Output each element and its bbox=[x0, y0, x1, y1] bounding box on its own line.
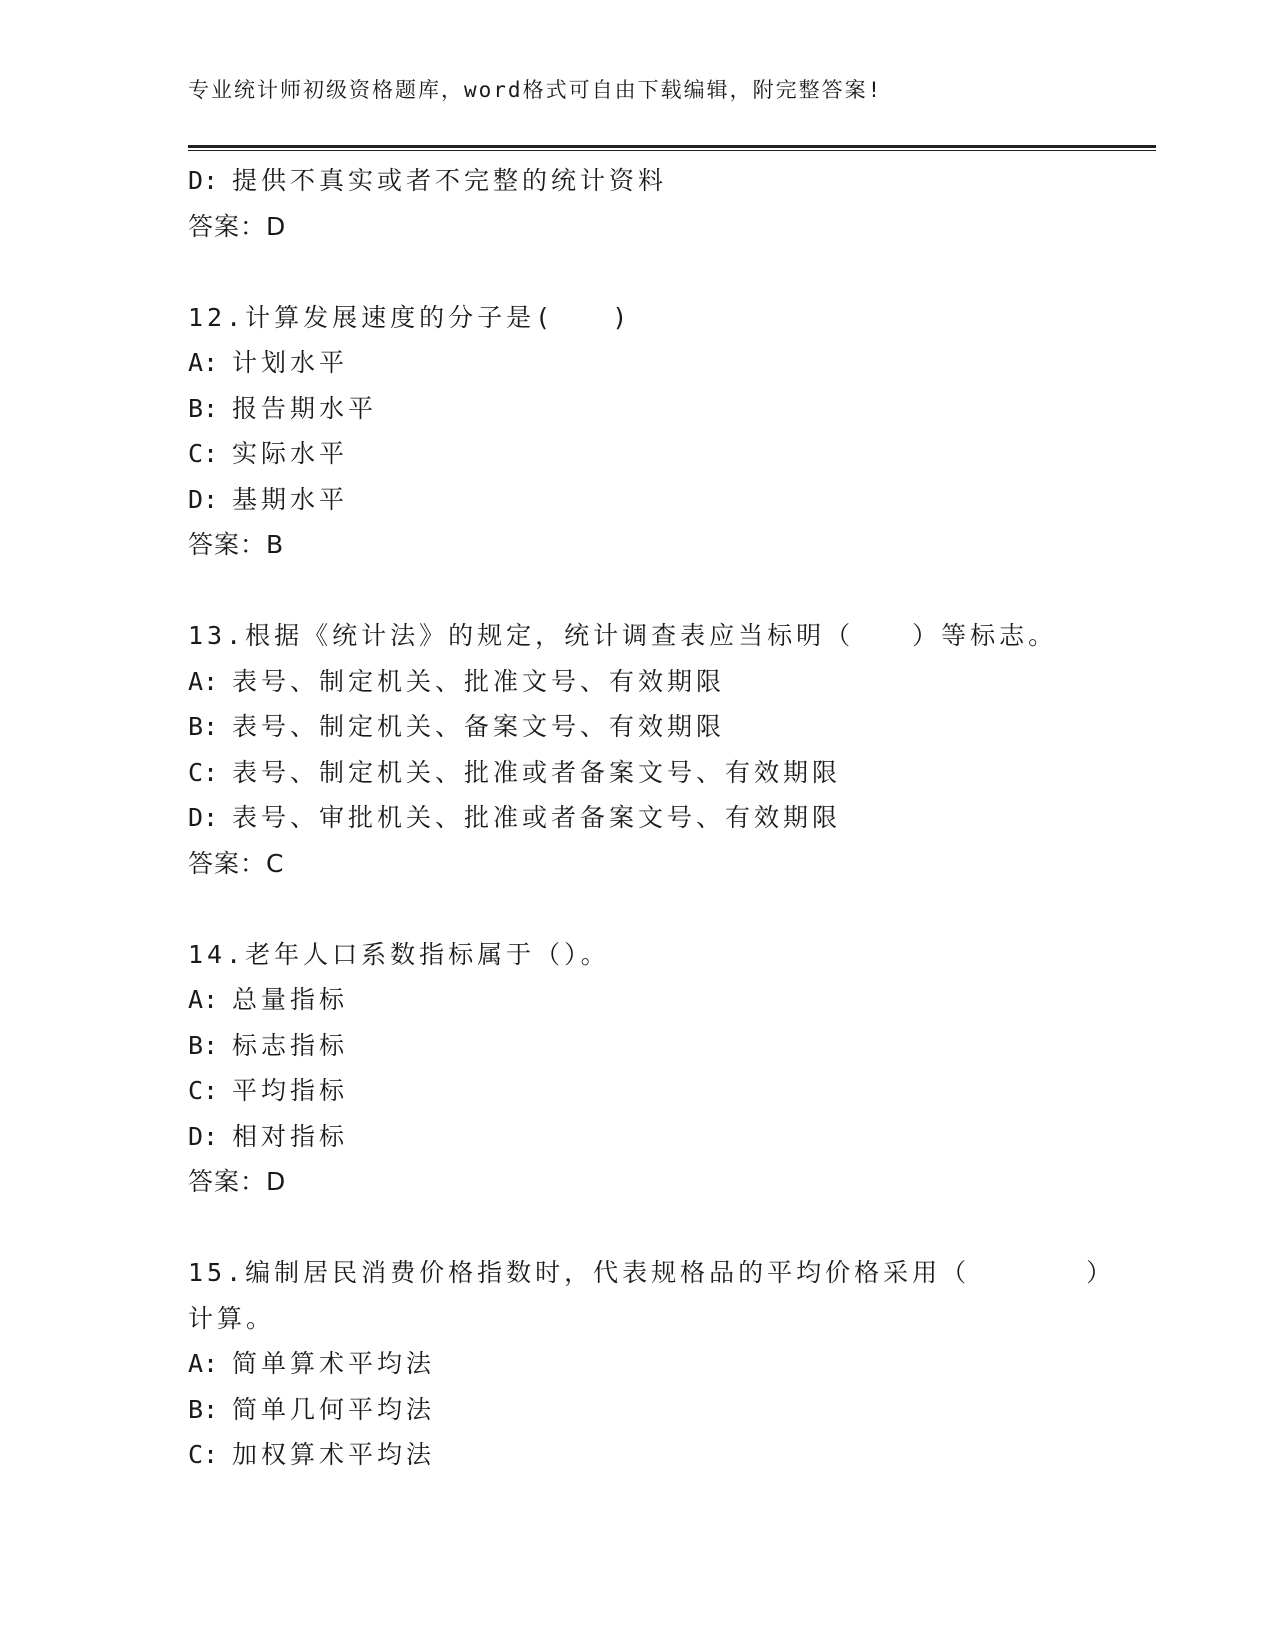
answer-line bbox=[188, 841, 1156, 887]
answer-value: C bbox=[266, 848, 285, 878]
option-text: 标志指标 bbox=[232, 1030, 349, 1060]
option-text: 实际水平 bbox=[232, 439, 349, 468]
option-b bbox=[188, 386, 1156, 432]
header-note: 专业统计师初级资格题库，word格式可自由下载编辑，附完整答案! bbox=[188, 78, 883, 102]
question-stem: 14.老年人口系数指标属于（）。 bbox=[188, 939, 610, 969]
option-key: D: bbox=[188, 484, 219, 514]
option-key: C: bbox=[188, 1440, 219, 1469]
answer-label: 答案： bbox=[188, 848, 267, 878]
answer-label: 答案： bbox=[188, 530, 267, 559]
option-b bbox=[188, 1023, 1156, 1069]
question-content bbox=[188, 158, 1156, 1478]
option-key: B: bbox=[188, 712, 219, 741]
option-text: 报告期水平 bbox=[232, 393, 378, 423]
question-stem-continued: 计算。 bbox=[188, 1303, 276, 1333]
option-text: 计划水平 bbox=[232, 348, 349, 377]
option-text: 提供不真实或者不完整的统计资料 bbox=[232, 166, 668, 195]
option-key: A: bbox=[188, 348, 219, 377]
answer-value: D bbox=[266, 1167, 287, 1196]
option-text: 加权算术平均法 bbox=[232, 1440, 436, 1469]
question-stem: 13.根据《统计法》的规定，统计调查表应当标明（ ）等标志。 bbox=[188, 621, 1058, 650]
answer-line bbox=[188, 1159, 1156, 1205]
option-key: B: bbox=[188, 393, 219, 423]
option-text: 简单几何平均法 bbox=[232, 1394, 436, 1424]
option-text: 简单算术平均法 bbox=[232, 1349, 436, 1378]
option-text: 平均指标 bbox=[232, 1076, 349, 1105]
option-key: D: bbox=[188, 166, 219, 195]
option-text: 表号、制定机关、批准文号、有效期限 bbox=[232, 666, 726, 696]
option-d bbox=[188, 477, 1156, 523]
option-text: 基期水平 bbox=[232, 484, 349, 514]
option-key: A: bbox=[188, 985, 219, 1014]
option-key: B: bbox=[188, 1394, 219, 1424]
question-stem: 15.编制居民消费价格指数时，代表规格品的平均价格采用（ ） bbox=[188, 1258, 1116, 1287]
option-a bbox=[188, 1341, 1156, 1387]
option-text: 表号、制定机关、备案文号、有效期限 bbox=[232, 712, 726, 741]
option-d bbox=[188, 158, 1156, 204]
option-a bbox=[188, 977, 1156, 1023]
option-text: 表号、审批机关、批准或者备案文号、有效期限 bbox=[232, 803, 842, 832]
option-c bbox=[188, 1432, 1156, 1478]
answer-label: 答案： bbox=[188, 1167, 267, 1196]
option-key: A: bbox=[188, 666, 219, 696]
option-key: C: bbox=[188, 439, 219, 468]
answer-line bbox=[188, 522, 1156, 568]
option-d bbox=[188, 1114, 1156, 1160]
option-text: 总量指标 bbox=[232, 985, 349, 1014]
answer-value: D bbox=[266, 211, 287, 241]
answer-value: B bbox=[266, 530, 285, 559]
option-text: 表号、制定机关、批准或者备案文号、有效期限 bbox=[232, 757, 842, 787]
option-a bbox=[188, 659, 1156, 705]
option-text: 相对指标 bbox=[232, 1121, 349, 1151]
option-c bbox=[188, 750, 1156, 796]
option-key: C: bbox=[188, 1076, 219, 1105]
header-divider bbox=[188, 145, 1156, 151]
option-key: A: bbox=[188, 1349, 219, 1378]
option-c bbox=[188, 431, 1156, 477]
option-b bbox=[188, 1387, 1156, 1433]
option-key: D: bbox=[188, 1121, 219, 1151]
answer-label: 答案： bbox=[188, 211, 267, 241]
option-a bbox=[188, 340, 1156, 386]
option-c bbox=[188, 1068, 1156, 1114]
option-key: D: bbox=[188, 803, 219, 832]
option-b bbox=[188, 704, 1156, 750]
answer-line bbox=[188, 204, 1156, 250]
question-stem: 12.计算发展速度的分子是( ) bbox=[188, 302, 632, 332]
option-d bbox=[188, 795, 1156, 841]
option-key: B: bbox=[188, 1030, 219, 1060]
option-key: C: bbox=[188, 757, 219, 787]
